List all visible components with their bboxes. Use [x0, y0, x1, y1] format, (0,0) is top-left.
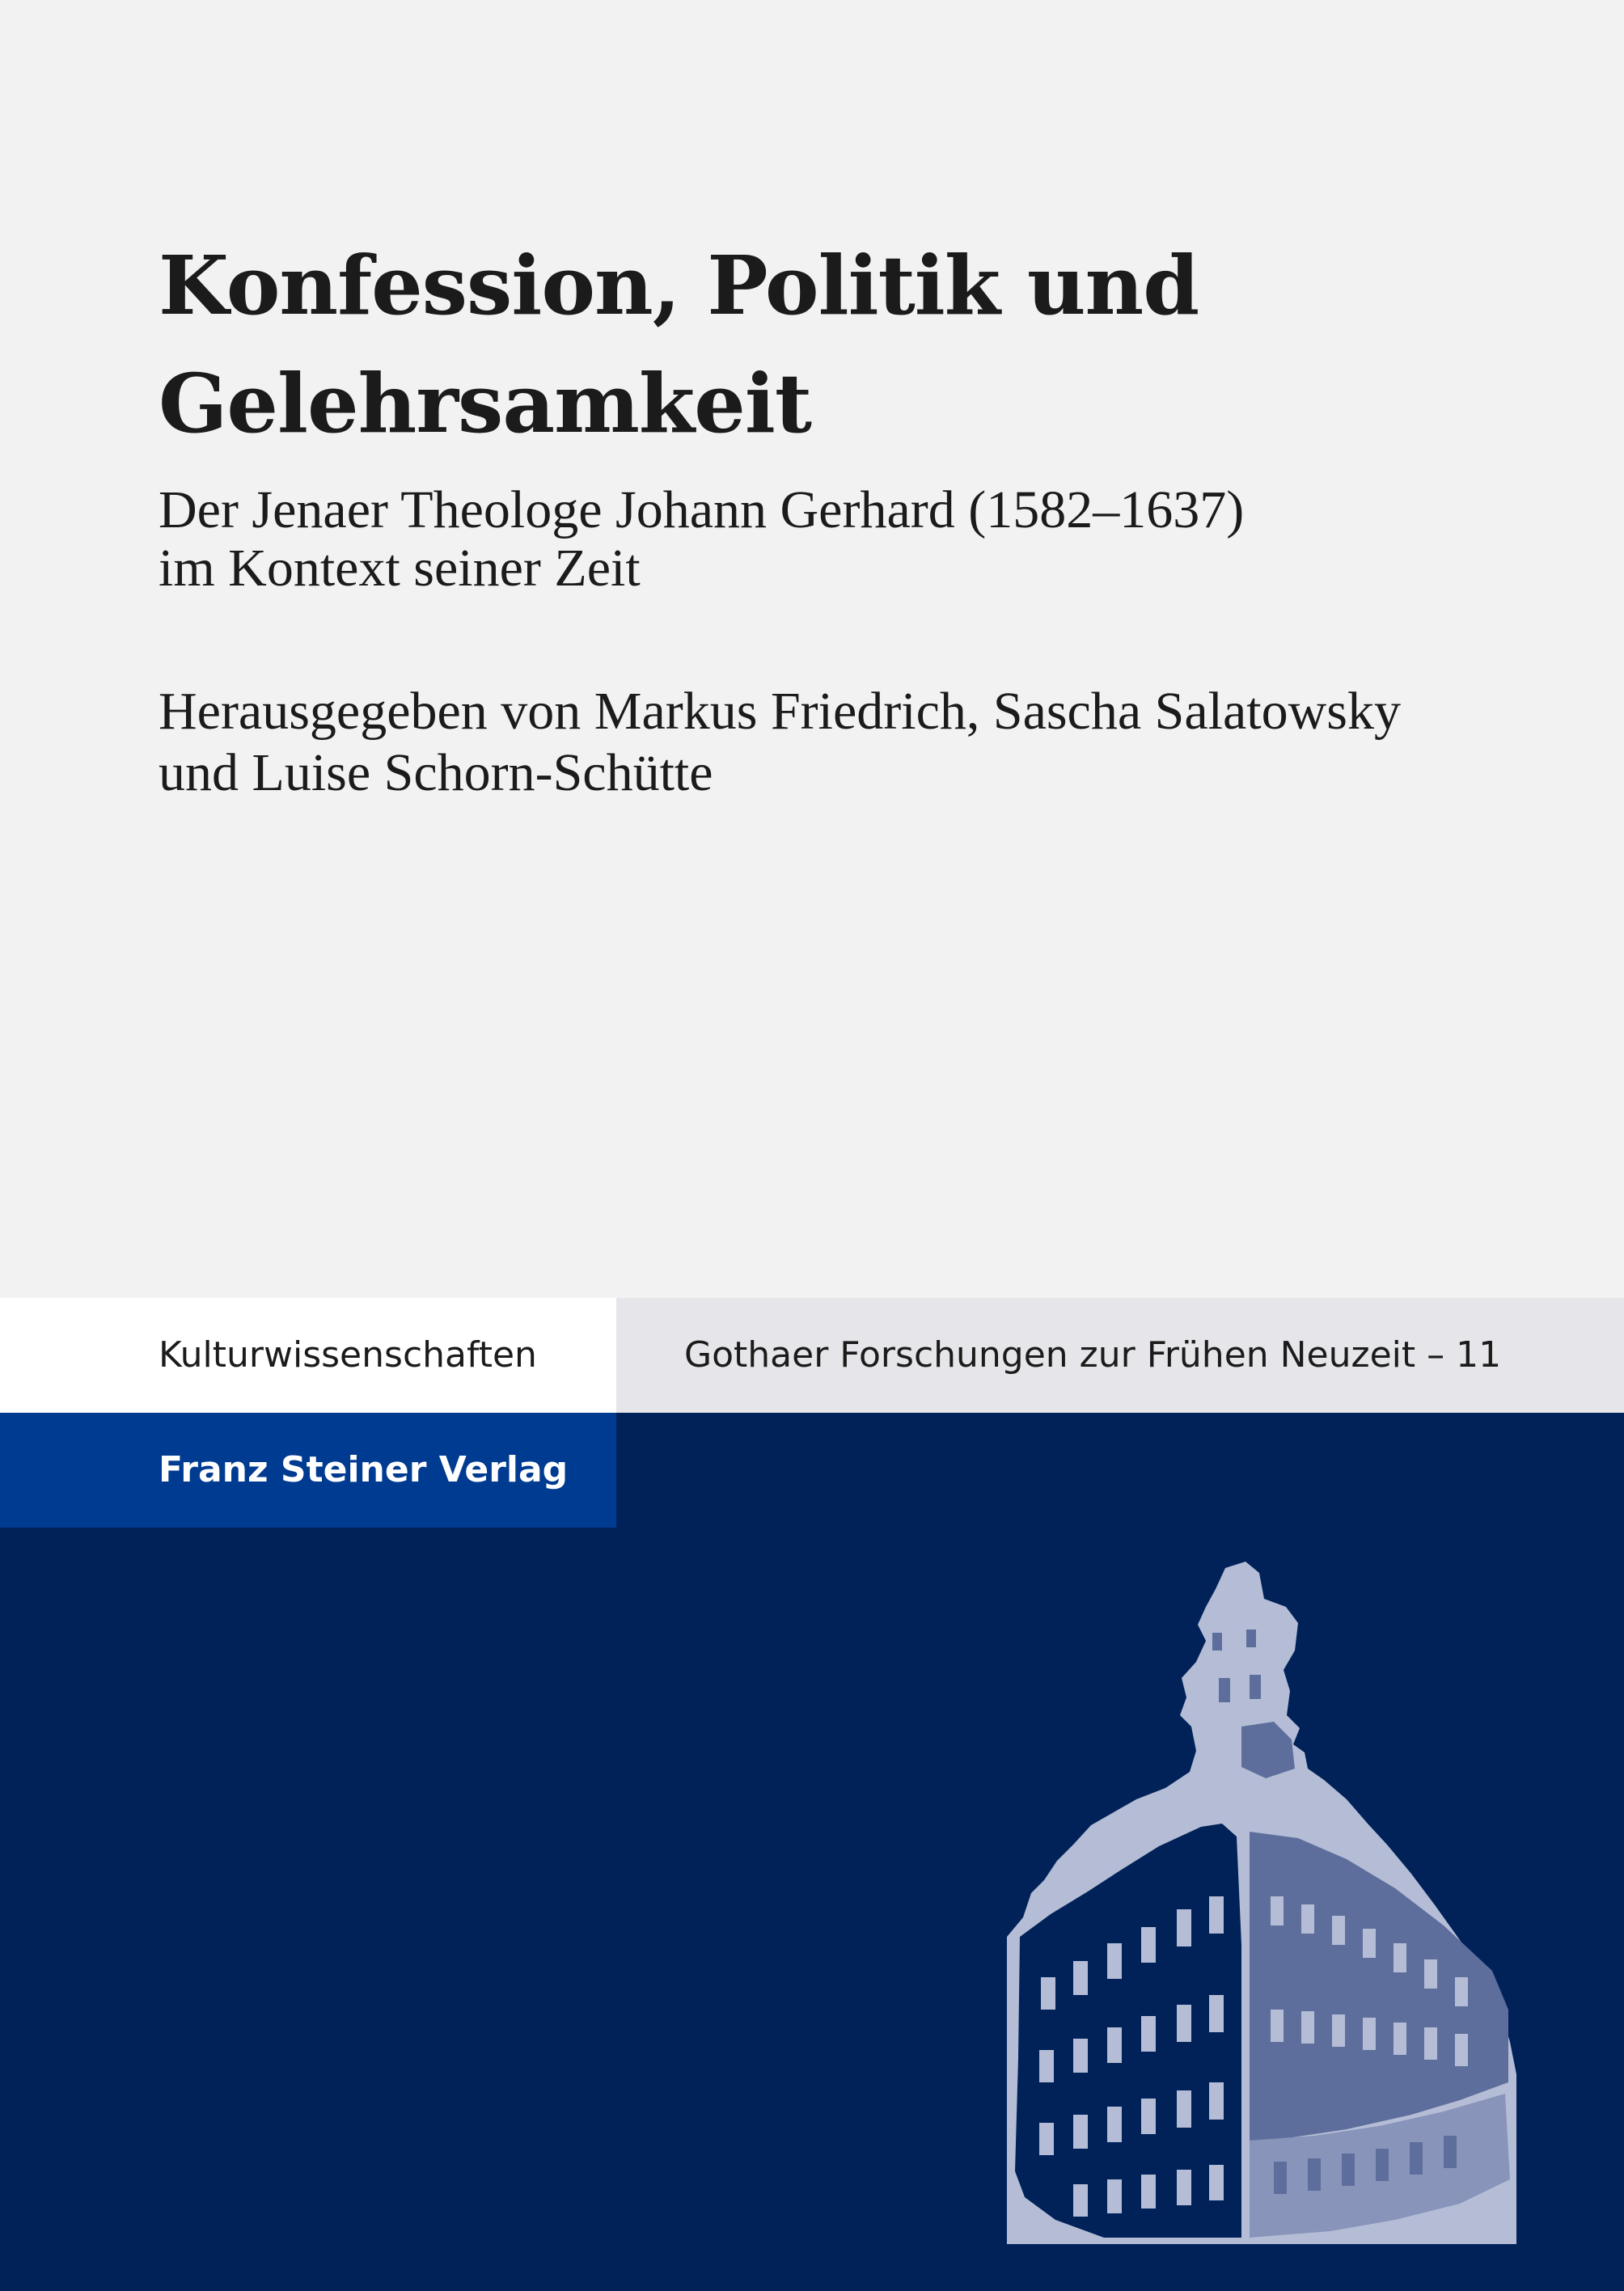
book-editors-line-1: Herausgegeben von Markus Friedrich, Sascha Salatowsky — [159, 682, 1401, 741]
book-editors-line-2: und Luise Schorn-Schütte — [159, 743, 713, 802]
book-title-line-2: Gelehrsamkeit — [159, 356, 812, 451]
book-title-line-1: Konfession, Politik und — [159, 238, 1199, 333]
publisher-name: Franz Steiner Verlag — [159, 1449, 569, 1490]
book-title — [159, 226, 1533, 463]
category-label: Kulturwissenschaften — [159, 1334, 537, 1376]
series-label: Gothaer Forschungen zur Frühen Neuzeit – 11 — [684, 1334, 1502, 1376]
building-illustration-icon — [1007, 1557, 1516, 2244]
book-subtitle — [159, 481, 1574, 598]
book-subtitle-line-2: im Kontext seiner Zeit — [159, 539, 641, 598]
book-subtitle-line-1: Der Jenaer Theologe Johann Gerhard (1582–1637) — [159, 480, 1245, 539]
book-editors — [159, 681, 1598, 804]
